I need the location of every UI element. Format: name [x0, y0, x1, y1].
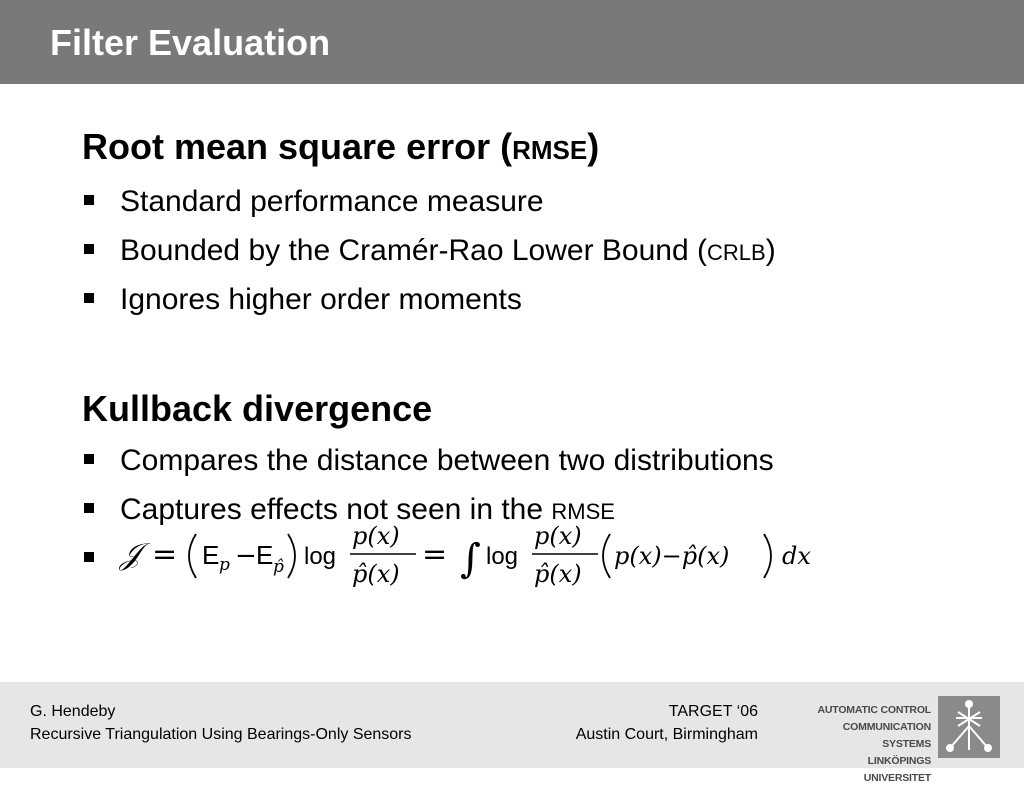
- formula-lhs: 𝒥: [120, 537, 141, 572]
- square-bullet-icon: [84, 454, 94, 464]
- formula-denominator-2: p̂(x): [534, 560, 582, 588]
- formula-ephat: E: [256, 540, 274, 570]
- footer-conference: TARGET ‘06: [668, 703, 758, 720]
- list-item: [82, 436, 982, 485]
- section-heading-rmse: [82, 120, 982, 177]
- formula-paren-open: [189, 534, 196, 578]
- formula-integral: ∫: [460, 536, 481, 582]
- logo-line-1: AUTOMATIC CONTROL: [817, 704, 931, 716]
- footer-author: G. Hendeby: [30, 703, 116, 720]
- bullet-text: Standard performance measure: [120, 185, 544, 218]
- bullet-abbr: RMSE: [551, 499, 615, 524]
- bullet-text: Ignores higher order moments: [120, 283, 522, 316]
- square-bullet-icon: [84, 244, 94, 254]
- slide-content: [82, 120, 982, 588]
- bullet-text: Compares the distance between two distributions: [120, 444, 774, 477]
- footer: [0, 682, 1024, 784]
- formula-numerator: p(x): [352, 522, 400, 550]
- university-logo-text: [806, 702, 931, 787]
- title-bar: [0, 0, 1024, 84]
- bullet-close: ): [765, 234, 776, 267]
- formula-paren-close: [288, 534, 295, 578]
- formula-paren-open-2: [603, 534, 610, 578]
- university-logo-icon: [938, 696, 1000, 758]
- logo-line-2: COMMUNICATION SYSTEMS: [842, 721, 931, 750]
- heading-text: Root mean square error (: [82, 126, 513, 167]
- kullback-formula: [116, 516, 816, 596]
- formula-ep: E: [202, 540, 220, 570]
- footer-talk-title: Recursive Triangulation Using Bearings-Only Sensors: [30, 726, 412, 743]
- list-item: [82, 226, 982, 275]
- formula-ephat-sub: p̂: [273, 557, 284, 577]
- formula-equals-2: =: [422, 537, 448, 572]
- logo-line-3: LINKÖPINGS UNIVERSITET: [863, 755, 931, 784]
- rmse-bullet-list: [82, 177, 982, 324]
- footer-location: Austin Court, Birmingham: [575, 726, 758, 743]
- slide-title: Filter Evaluation: [50, 22, 331, 63]
- formula-denominator: p̂(x): [352, 560, 400, 588]
- formula-minus: −: [235, 541, 257, 571]
- formula-log-2: log: [486, 543, 519, 570]
- formula-dx: dx: [782, 542, 811, 570]
- bullet-abbr: CRLB: [707, 240, 766, 265]
- bullet-text: Bounded by the Cramér-Rao Lower Bound (: [120, 234, 707, 267]
- footer-left: [30, 700, 412, 746]
- formula-paren-close-2: [764, 534, 771, 578]
- formula-ep-sub: p: [219, 555, 230, 575]
- formula-numerator-2: p(x): [534, 522, 582, 550]
- section-heading-kullback: Kullback divergence: [82, 388, 433, 429]
- square-bullet-icon: [84, 195, 94, 205]
- list-item-formula: [82, 522, 982, 588]
- footer-right: [576, 700, 758, 746]
- square-bullet-icon: [84, 293, 94, 303]
- kullback-bullet-list: [82, 436, 982, 588]
- formula-equals: =: [152, 537, 178, 572]
- formula-difference: p(x)−p̂(x): [614, 542, 730, 570]
- heading-close: ): [587, 126, 600, 167]
- list-item: [82, 177, 982, 226]
- square-bullet-icon: [84, 552, 94, 562]
- heading-abbr: RMSE: [512, 135, 588, 165]
- square-bullet-icon: [84, 503, 94, 513]
- list-item: [82, 275, 982, 324]
- formula-log: log: [304, 543, 337, 570]
- bullet-text: Captures effects not seen in the: [120, 493, 552, 526]
